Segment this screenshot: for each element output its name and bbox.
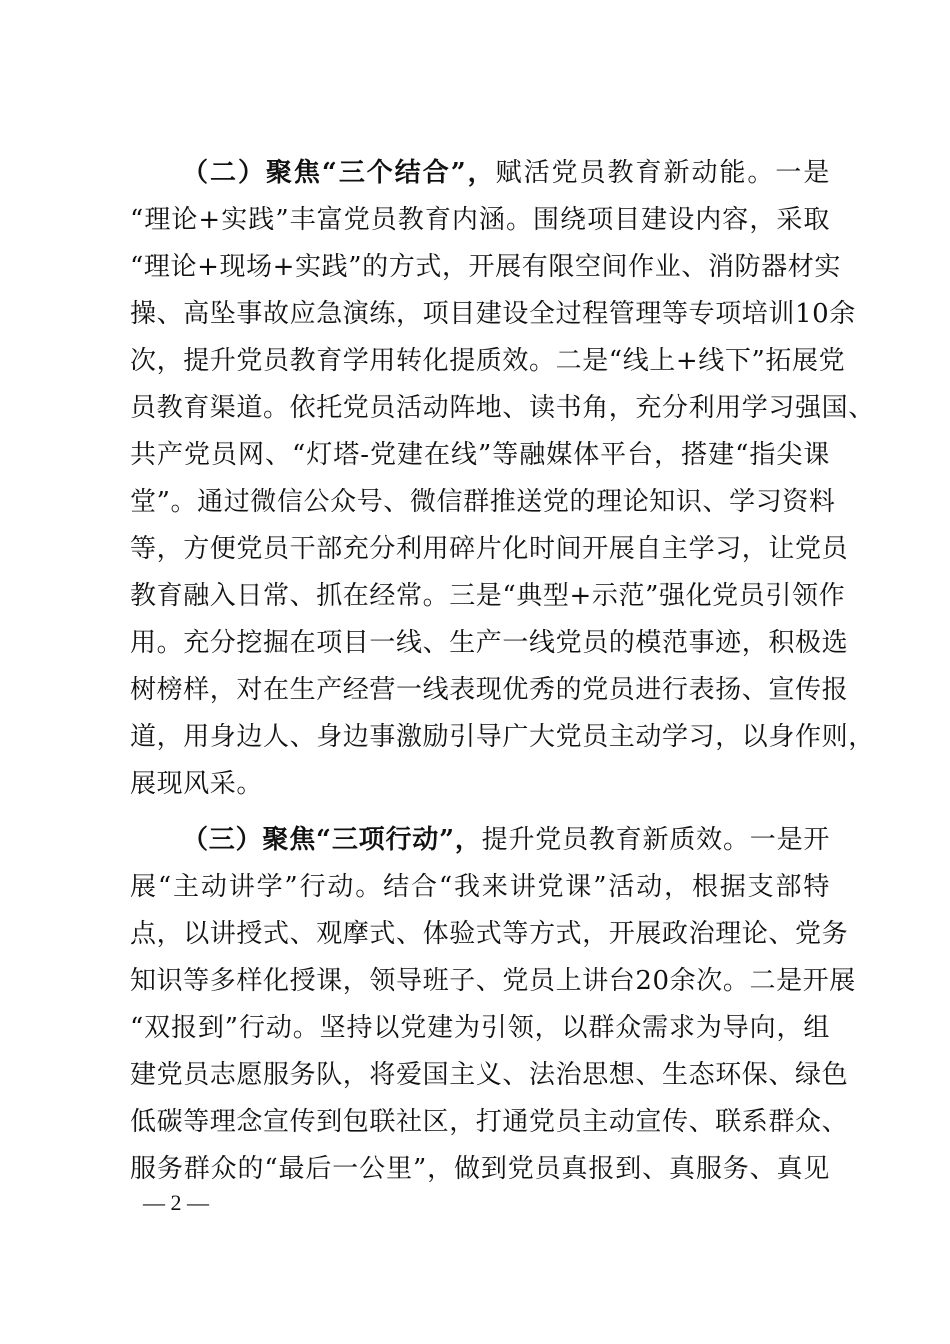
paragraph-2-line-4: 操、高坠事故应急演练，项目建设全过程管理等专项培训10余 — [130, 299, 856, 329]
paragraph-2-heading: （二）聚焦“三个结合”， — [182, 158, 496, 188]
paragraph-3-line-7: 低碳等理念宣传到包联社区，打通党员主动宣传、联系群众、 — [130, 1107, 849, 1137]
paragraph-3-heading: （三）聚焦“三项行动”， — [182, 825, 482, 855]
paragraph-2-line-3: “理论+现场+实践”的方式，开展有限空间作业、消防器材实 — [130, 252, 841, 282]
paragraph-3-line-4: 知识等多样化授课，领导班子、党员上讲台20余次。二是开展 — [130, 966, 856, 996]
paragraph-3-line-8: 服务群众的“最后一公里”，做到党员真报到、真服务、真见 — [130, 1154, 830, 1184]
paragraph-3-line-3: 点，以讲授式、观摩式、体验式等方式，开展政治理论、党务 — [130, 919, 849, 949]
paragraph-3-line-6: 建党员志愿服务队，将爱国主义、法治思想、生态环保、绿色 — [130, 1060, 849, 1090]
paragraph-2-line-14: 展现风采。 — [130, 769, 264, 799]
paragraph-2-line-9: 等，方便党员干部充分利用碎片化时间开展自主学习，让党员 — [130, 534, 849, 564]
page-number: — 2 — — [143, 1190, 209, 1215]
paragraph-2-line-11: 用。充分挖掘在项目一线、生产一线党员的模范事迹，积极选 — [130, 628, 849, 658]
paragraph-spacer — [130, 808, 830, 817]
paragraph-2-line-10: 教育融入日常、抓在经常。三是“典型+示范”强化党员引领作 — [130, 581, 846, 611]
document-body — [130, 150, 875, 1193]
paragraph-2-line-6: 员教育渠道。依托党员活动阵地、读书角，充分利用学习强国、 — [130, 393, 875, 423]
paragraph-2-line-8: 堂”。通过微信公众号、微信群推送党的理论知识、学习资料 — [130, 487, 836, 517]
paragraph-2-line-12: 树榜样，对在生产经营一线表现优秀的党员进行表扬、宣传报 — [130, 675, 849, 705]
paragraph-2-line-7: 共产党员网、“灯塔-党建在线”等融媒体平台，搭建“指尖课 — [130, 440, 830, 470]
paragraph-3-line-5: “双报到”行动。坚持以党建为引领，以群众需求为导向，组 — [130, 1013, 830, 1043]
paragraph-2-line-13: 道，用身边人、身边事激励引导广大党员主动学习，以身作则， — [130, 722, 875, 752]
paragraph-3-text: 提升党员教育新质效。一是开 — [481, 825, 830, 855]
paragraph-2-text: 赋活党员教育新动能。一是 — [495, 158, 830, 188]
paragraph-2-line-5: 次，提升党员教育学用转化提质效。二是“线上+线下”拓展党 — [130, 346, 846, 376]
paragraph-2-line-1 — [130, 150, 830, 197]
paragraph-3-line-2: 展“主动讲学”行动。结合“我来讲党课”活动，根据支部特 — [130, 872, 830, 902]
paragraph-3-line-1 — [130, 817, 830, 864]
paragraph-2-line-2: “理论+实践”丰富党员教育内涵。围绕项目建设内容，采取 — [130, 205, 830, 235]
